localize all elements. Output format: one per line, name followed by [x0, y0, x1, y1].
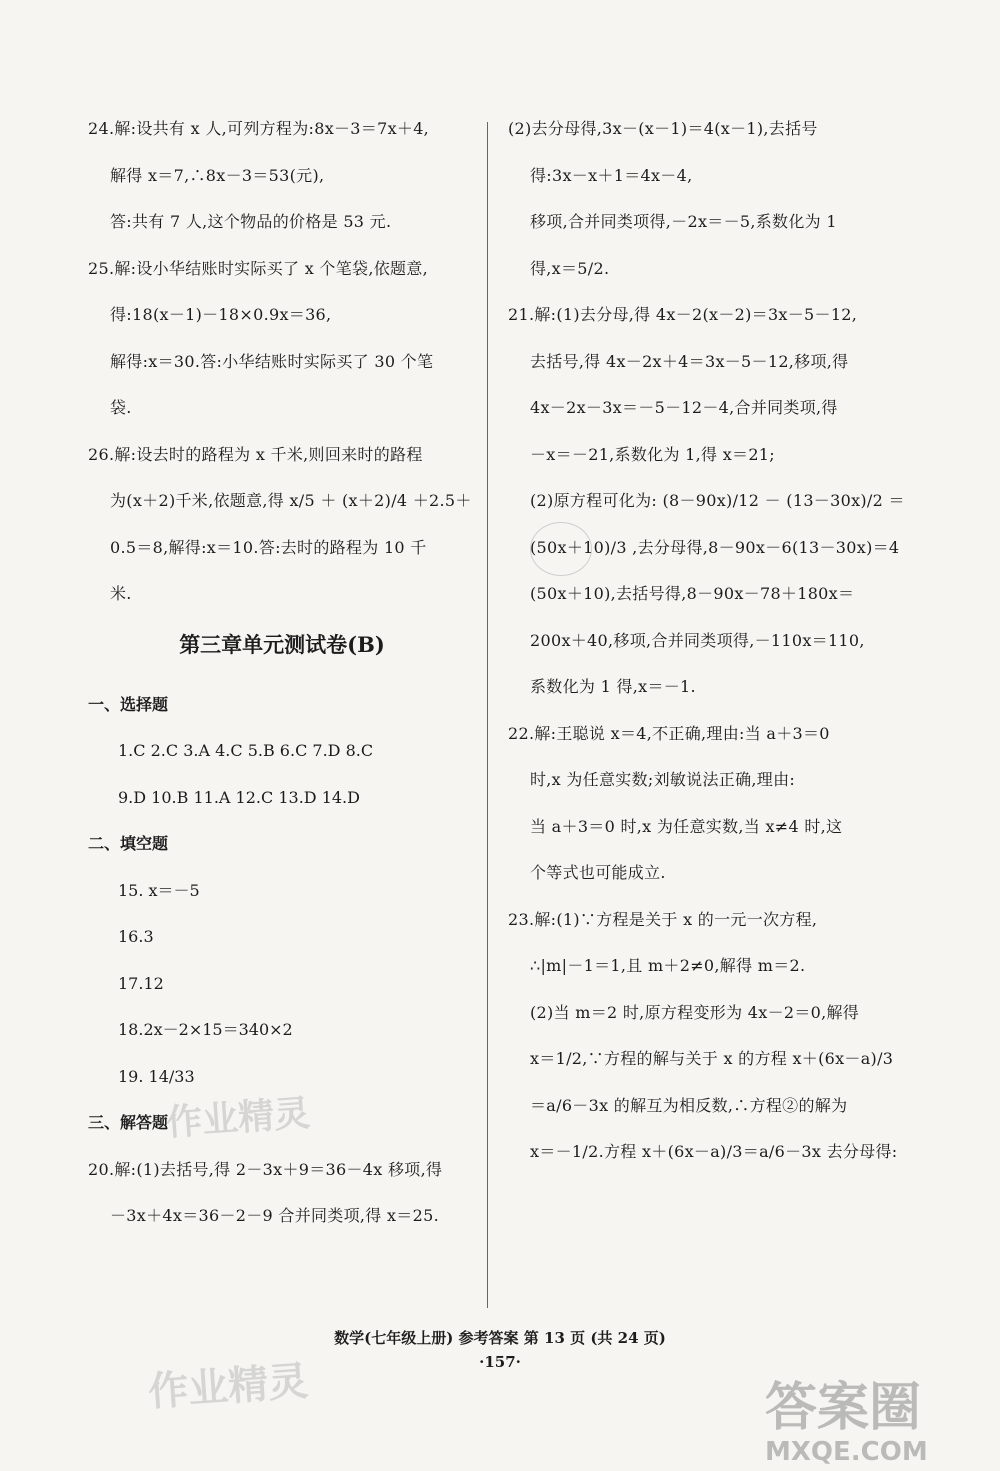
text-line: (2)当 m＝2 时,原方程变形为 4x－2＝0,解得	[530, 1002, 860, 1022]
text-line: 个等式也可能成立.	[530, 863, 666, 882]
section-heading: 三、解答题	[88, 1113, 169, 1132]
section-heading: 二、填空题	[88, 834, 169, 853]
text-line: (2)原方程可化为: (8－90x)/12 － (13－30x)/2 ＝	[530, 491, 905, 510]
fill-answer: 17.12	[118, 973, 164, 993]
text-line: 22.解:王聪说 x＝4,不正确,理由:当 a＋3＝0	[508, 723, 830, 743]
text-line: (2)去分母得,3x－(x－1)＝4(x－1),去括号	[508, 119, 818, 138]
watermark-text: 作业精灵	[164, 1093, 312, 1144]
text-line: 米.	[110, 584, 132, 603]
text-line: x＝－1/2.方程 x＋(6x－a)/3＝a/6－3x 去分母得:	[530, 1142, 898, 1161]
text-line: ∴|m|－1＝1,且 m＋2≠0,解得 m＝2.	[530, 956, 806, 975]
fill-answer: 18.2x－2×15＝340×2	[118, 1020, 293, 1039]
choice-answers: 1.C 2.C 3.A 4.C 5.B 6.C 7.D 8.C	[118, 741, 374, 760]
text-line: 得,x＝5/2.	[530, 258, 610, 278]
text-line: 解得 x＝7,∴8x－3＝53(元),	[110, 165, 325, 185]
text-line: 得:18(x－1)－18×0.9x＝36,	[110, 305, 332, 324]
fill-answer: 19. 14/33	[118, 1066, 195, 1086]
text-line: 23.解:(1)∵方程是关于 x 的一元一次方程,	[508, 909, 818, 929]
left-column	[88, 118, 476, 1252]
text-line: ＝a/6－3x 的解互为相反数,∴方程②的解为	[530, 1095, 848, 1115]
text-line: 时,x 为任意实数;刘敏说法正确,理由:	[530, 770, 796, 789]
text-line: 移项,合并同类项得,－2x＝－5,系数化为 1	[530, 212, 837, 231]
text-line: 0.5＝8,解得:x＝10.答:去时的路程为 10 千	[110, 537, 427, 557]
text-line: (50x＋10),去括号得,8－90x－78＋180x＝	[530, 584, 855, 603]
faint-stamp	[530, 522, 592, 576]
logo-text: 答案圈	[765, 1378, 922, 1438]
logo-url: MXQE.COM	[765, 1437, 928, 1467]
text-line: －3x＋4x＝36－2－9 合并同类项,得 x＝25.	[110, 1206, 439, 1225]
text-line: 26.解:设去时的路程为 x 千米,则回来时的路程	[88, 444, 423, 464]
text-line: 200x＋40,移项,合并同类项得,－110x＝110,	[530, 630, 865, 650]
text-line: 20.解:(1)去括号,得 2－3x＋9＝36－4x 移项,得	[88, 1159, 443, 1179]
section-title: 第三章单元测试卷(B)	[179, 631, 385, 657]
choice-answers: 9.D 10.B 11.A 12.C 13.D 14.D	[118, 787, 360, 807]
text-line: 4x－2x－3x＝－5－12－4,合并同类项,得	[530, 398, 838, 417]
text-line: 答:共有 7 人,这个物品的价格是 53 元.	[110, 212, 392, 231]
text-line: 24.解:设共有 x 人,可列方程为:8x－3＝7x＋4,	[88, 119, 430, 138]
text-line: (50x＋10)/3 ,去分母得,8－90x－6(13－30x)＝4	[530, 537, 900, 557]
text-line: 25.解:设小华结账时实际买了 x 个笔袋,依题意,	[88, 258, 429, 278]
watermark-text: 作业精灵	[146, 1358, 310, 1416]
text-line: 当 a＋3＝0 时,x 为任意实数,当 x≠4 时,这	[530, 816, 843, 836]
fill-answer: 16.3	[118, 927, 154, 946]
site-logo	[765, 1378, 990, 1468]
column-divider	[487, 122, 488, 1308]
page-number: ·157·	[479, 1353, 521, 1371]
text-line: 为(x＋2)千米,依题意,得 x/5 ＋ (x＋2)/4 ＋2.5＋	[110, 491, 472, 510]
text-line: 去括号,得 4x－2x＋4＝3x－5－12,移项,得	[530, 351, 849, 371]
section-heading: 一、选择题	[88, 694, 169, 714]
text-line: －x＝－21,系数化为 1,得 x＝21;	[530, 444, 775, 464]
text-line: 袋.	[110, 398, 132, 417]
text-line: x＝1/2,∵方程的解与关于 x 的方程 x＋(6x－a)/3	[530, 1049, 894, 1068]
text-line: 得:3x－x＋1＝4x－4,	[530, 165, 693, 185]
text-line: 系数化为 1 得,x＝－1.	[530, 677, 696, 696]
text-line: 解得:x＝30.答:小华结账时实际买了 30 个笔	[110, 351, 434, 371]
text-line: 21.解:(1)去分母,得 4x－2(x－2)＝3x－5－12,	[508, 305, 858, 324]
footer-caption: 数学(七年级上册) 参考答案 第 13 页 (共 24 页)	[334, 1329, 666, 1347]
fill-answer: 15. x＝－5	[118, 880, 200, 900]
right-column	[508, 118, 905, 1188]
